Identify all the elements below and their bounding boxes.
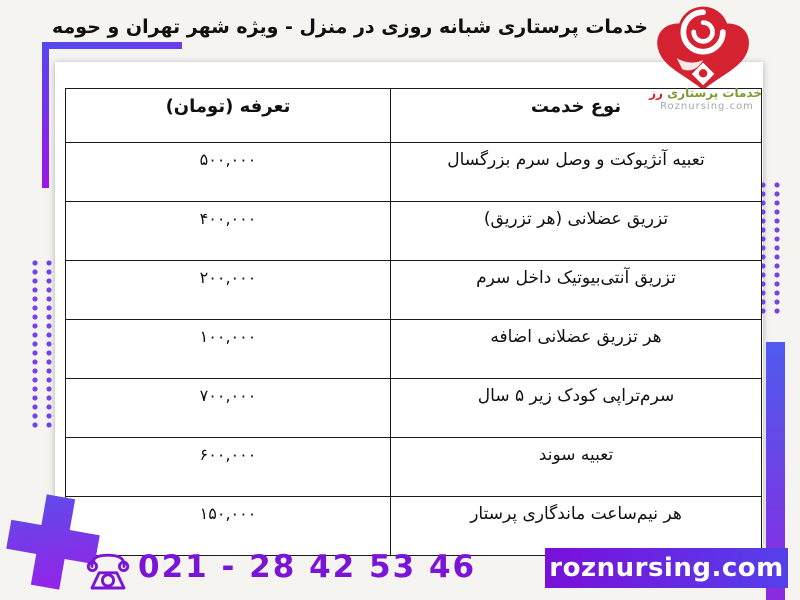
table-row — [66, 497, 762, 556]
phone-icon — [84, 550, 132, 594]
logo-brand-accent: رز — [649, 86, 663, 100]
corner-bracket-vertical — [42, 42, 49, 188]
price-cell: ۶۰۰,۰۰۰ — [66, 438, 391, 497]
service-cell: هر تزریق عضلانی اضافه — [391, 320, 762, 379]
price-table-body — [66, 89, 762, 556]
header-cell-service: نوع خدمت — [391, 89, 762, 143]
website-banner — [545, 548, 788, 588]
dots-pattern-left — [32, 260, 59, 428]
page-title: خدمات پرستاری شبانه روزی در منزل - ویژه شهر تهران و حومه — [52, 16, 648, 38]
service-cell: تزریق آنتی‌بیوتیک داخل سرم — [391, 261, 762, 320]
service-cell: تعبیه آنژیوکت و وصل سرم بزرگسال — [391, 143, 762, 202]
table-row — [66, 438, 762, 497]
service-cell: تزریق عضلانی (هر تزریق) — [391, 202, 762, 261]
service-cell: سرم‌تراپی کودک زیر ۵ سال — [391, 379, 762, 438]
phone-number: 021 - 28 42 53 46 — [138, 549, 477, 585]
logo-wordmark — [649, 86, 762, 113]
service-cell: تعبیه سوند — [391, 438, 762, 497]
price-cell: ۲۰۰,۰۰۰ — [66, 261, 391, 320]
header-cell-price: تعرفه (تومان) — [66, 89, 391, 143]
table-row — [66, 379, 762, 438]
rose-logo-icon — [646, 0, 764, 94]
price-table — [65, 88, 762, 556]
price-cell: ۵۰۰,۰۰۰ — [66, 143, 391, 202]
price-cell: ۷۰۰,۰۰۰ — [66, 379, 391, 438]
corner-bracket-horizontal — [42, 42, 182, 49]
price-cell: ۴۰۰,۰۰۰ — [66, 202, 391, 261]
logo-wordmark-en: Roznursing.com — [660, 101, 754, 112]
table-row — [66, 261, 762, 320]
logo-brand-main: خدمات پرستاری — [667, 86, 762, 100]
service-cell: هر نیم‌ساعت ماندگاری پرستار — [391, 497, 762, 556]
table-row — [66, 143, 762, 202]
logo-wordmark-fa — [649, 86, 762, 100]
price-cell: ۱۰۰,۰۰۰ — [66, 320, 391, 379]
table-row — [66, 202, 762, 261]
price-cell: ۱۵۰,۰۰۰ — [66, 497, 391, 556]
website-url: roznursing.com — [549, 553, 784, 583]
table-row — [66, 320, 762, 379]
